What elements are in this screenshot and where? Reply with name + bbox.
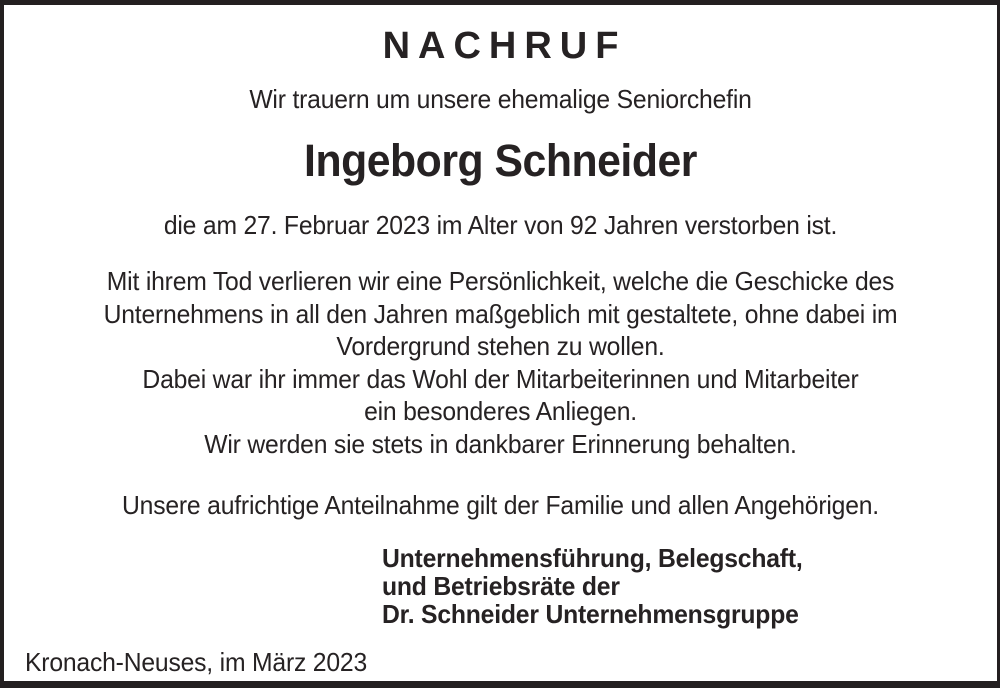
tribute-line-6: Wir werden sie stets in dankbarer Erinnerung behalten. (204, 428, 797, 459)
condolence-line: Unsere aufrichtige Anteilnahme gilt der Familie und allen Angehörigen. (121, 490, 879, 520)
tribute-line-3: Vordergrund stehen zu wollen. (336, 331, 665, 361)
place-date-line: Kronach-Neuses, im März 2023 (25, 647, 367, 677)
intro-line: Wir trauern um unsere ehemalige Seniorchefin (249, 84, 752, 114)
tribute-line-1: Mit ihrem Tod verlieren wir eine Persönlichkeit, welche die Geschicke des (106, 266, 895, 296)
death-line: die am 27. Februar 2023 im Alter von 92 Jahren verstorben ist. (163, 210, 838, 240)
notice-title: NACHRUF (382, 25, 627, 67)
tribute-line-5: ein besonderes Anliegen. (364, 396, 637, 426)
tribute-line-4: Dabei war ihr immer das Wohl der Mitarbeiterinnen und Mitarbeiter (142, 363, 859, 394)
signature-line-1: Unternehmensführung, Belegschaft, (382, 543, 803, 573)
tribute-paragraph (29, 265, 972, 460)
deceased-name: Ingeborg Schneider (304, 135, 697, 186)
signature-block (382, 544, 803, 628)
signature-line-3: Dr. Schneider Unternehmensgruppe (382, 599, 799, 629)
tribute-line-2: Unternehmens in all den Jahren maßgeblich mit gestaltete, ohne dabei im (103, 298, 898, 329)
signature-line-2: und Betriebsräte der (382, 571, 620, 601)
